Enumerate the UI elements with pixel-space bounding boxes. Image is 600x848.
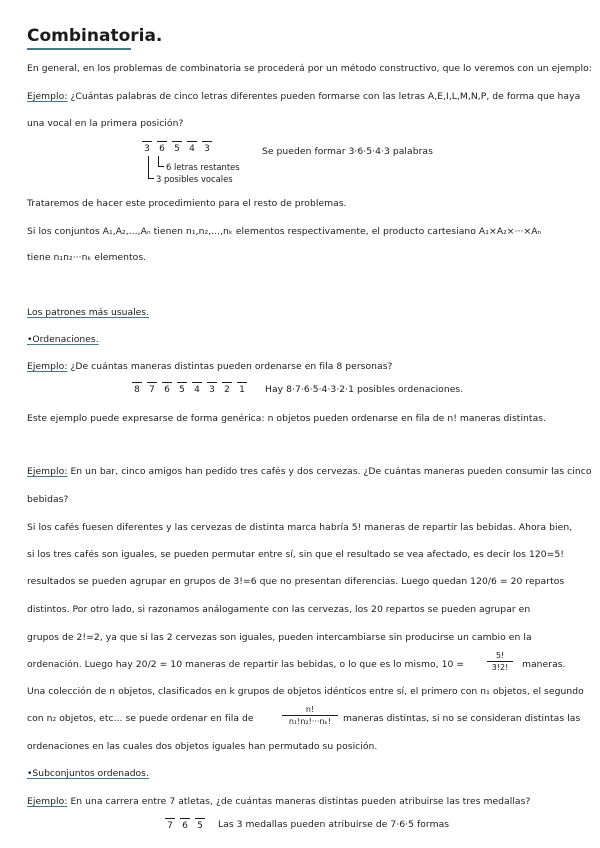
slots-ordenaciones <box>130 382 250 395</box>
example-label: Ejemplo: <box>27 361 68 372</box>
intro-line-2 <box>27 91 580 103</box>
slot: 4 <box>190 382 204 395</box>
example-question: ¿De cuántas maneras distintas pueden ordenarse en fila 8 personas? <box>70 361 393 372</box>
example-label: Ejemplo: <box>27 91 68 102</box>
ordenaciones-example-1 <box>27 361 392 373</box>
slot: 8 <box>130 382 144 395</box>
fraction-multinomial <box>282 705 338 726</box>
subconjuntos-result: Las 3 medallas pueden atribuirse de 7·6·5 formas <box>218 819 450 830</box>
example-label: Ejemplo: <box>27 466 68 477</box>
bracket-arrow <box>148 156 154 179</box>
ex2-line-2: bebidas? <box>27 494 69 505</box>
slot: 6 <box>155 141 169 154</box>
slots-intro <box>140 141 215 154</box>
bracket-arrow <box>158 156 164 167</box>
fraction-five-factorial <box>487 651 513 672</box>
ordenaciones-general: Este ejemplo puede expresarse de forma genérica: n objetos pueden ordenarse en fila de n! maneras distintas. <box>27 413 547 424</box>
subconjuntos-heading: •Subconjuntos ordenados. <box>27 768 149 779</box>
example-question: ¿Cuántas palabras de cinco letras diferentes pueden formarse con las letras A,E,I,L,M,N,P, de forma que haya <box>70 91 581 102</box>
fraction-numerator: 5! <box>495 651 505 660</box>
general-rule-line-3: ordenaciones en las cuales dos objetos iguales han permutado su posición. <box>27 741 378 752</box>
ordenaciones-example-2 <box>27 466 592 478</box>
ex2-line-5: resultados se pueden agrupar en grupos de 3!=6 que no presentan diferencias. Luego quedan 120/6 = 20 repartos <box>27 576 565 587</box>
intro-line-6: tiene n₁n₂···nₖ elementos. <box>27 252 147 263</box>
example-label: Ejemplo: <box>27 796 68 807</box>
subconjuntos-example <box>27 796 530 808</box>
fraction-denominator: 3!2! <box>491 663 509 672</box>
intro-line-3: una vocal en la primera posición? <box>27 118 184 129</box>
fraction-numerator: n! <box>305 705 315 714</box>
slot: 5 <box>170 141 184 154</box>
slot: 7 <box>163 818 177 831</box>
slot: 2 <box>220 382 234 395</box>
slot: 3 <box>200 141 214 154</box>
title-underline <box>27 48 131 50</box>
ordenaciones-heading: •Ordenaciones. <box>27 334 99 345</box>
slot: 5 <box>175 382 189 395</box>
slot: 1 <box>235 382 249 395</box>
slot: 4 <box>185 141 199 154</box>
fraction-denominator: n₁!n₂!···nₖ! <box>288 717 332 726</box>
intro-line-5: Si los conjuntos A₁,A₂,...,Aₙ tienen n₁,n₂,...,nₖ elementos respectivamente, el producto cartesiano A₁×A₂×···×Aₙ <box>27 226 542 237</box>
slots-subconjuntos <box>163 818 208 831</box>
intro-line-1: En general, en los problemas de combinatoria se procederá por un método constructivo, que lo veremos con un ejemplo: <box>27 63 592 74</box>
slot: 3 <box>140 141 154 154</box>
intro-line-4: Trataremos de hacer este procedimiento para el resto de problemas. <box>27 198 347 209</box>
note-possible-vowels: 3 posibles vocales <box>156 174 233 184</box>
slot: 7 <box>145 382 159 395</box>
ex2-line-8: ordenación. Luego hay 20/2 = 10 maneras de repartir las bebidas, o lo que es lo mismo, 10 = <box>27 659 465 670</box>
intro-result: Se pueden formar 3·6·5·4·3 palabras <box>262 146 433 157</box>
ex2-line-7: grupos de 2!=2, ya que si las 2 cervezas son iguales, pueden intercambiarse sin producirse un cambio en la <box>27 632 532 643</box>
slot: 6 <box>160 382 174 395</box>
note-remaining-letters: 6 letras restantes <box>166 162 240 172</box>
ex2-line-8-end: maneras. <box>522 659 566 670</box>
page-title: Combinatoria. <box>27 26 163 46</box>
slot: 6 <box>178 818 192 831</box>
example-question: En una carrera entre 7 atletas, ¿de cuántas maneras distintas pueden atribuirse las tres medallas? <box>70 796 531 807</box>
ex2-line-6: distintos. Por otro lado, si razonamos análogamente con las cervezas, los 20 repartos se pueden agrupar en <box>27 604 531 615</box>
ordenaciones-result: Hay 8·7·6·5·4·3·2·1 posibles ordenaciones. <box>265 384 464 395</box>
slot: 5 <box>193 818 207 831</box>
ex2-line-4: si los tres cafés son iguales, se pueden permutar entre sí, sin que el resultado se vea afectado, es decir los 120=5! <box>27 549 565 560</box>
general-rule-line-1: Una colección de n objetos, clasificados en k grupos de objetos idénticos entre sí, el primero con n₁ objetos, el segundo <box>27 686 584 697</box>
patterns-heading: Los patrones más usuales. <box>27 307 149 318</box>
general-rule-line-2-end: maneras distintas, si no se consideran distintas las <box>343 713 581 724</box>
general-rule-line-2: con n₂ objetos, etc... se puede ordenar en fila de <box>27 713 254 724</box>
ex2-line-3: Si los cafés fuesen diferentes y las cervezas de distinta marca habría 5! maneras de repartir las bebidas. Ahora bien, <box>27 522 573 533</box>
example-question: En un bar, cinco amigos han pedido tres cafés y dos cervezas. ¿De cuántas maneras pueden consumir las cinco <box>70 466 592 477</box>
slot: 3 <box>205 382 219 395</box>
